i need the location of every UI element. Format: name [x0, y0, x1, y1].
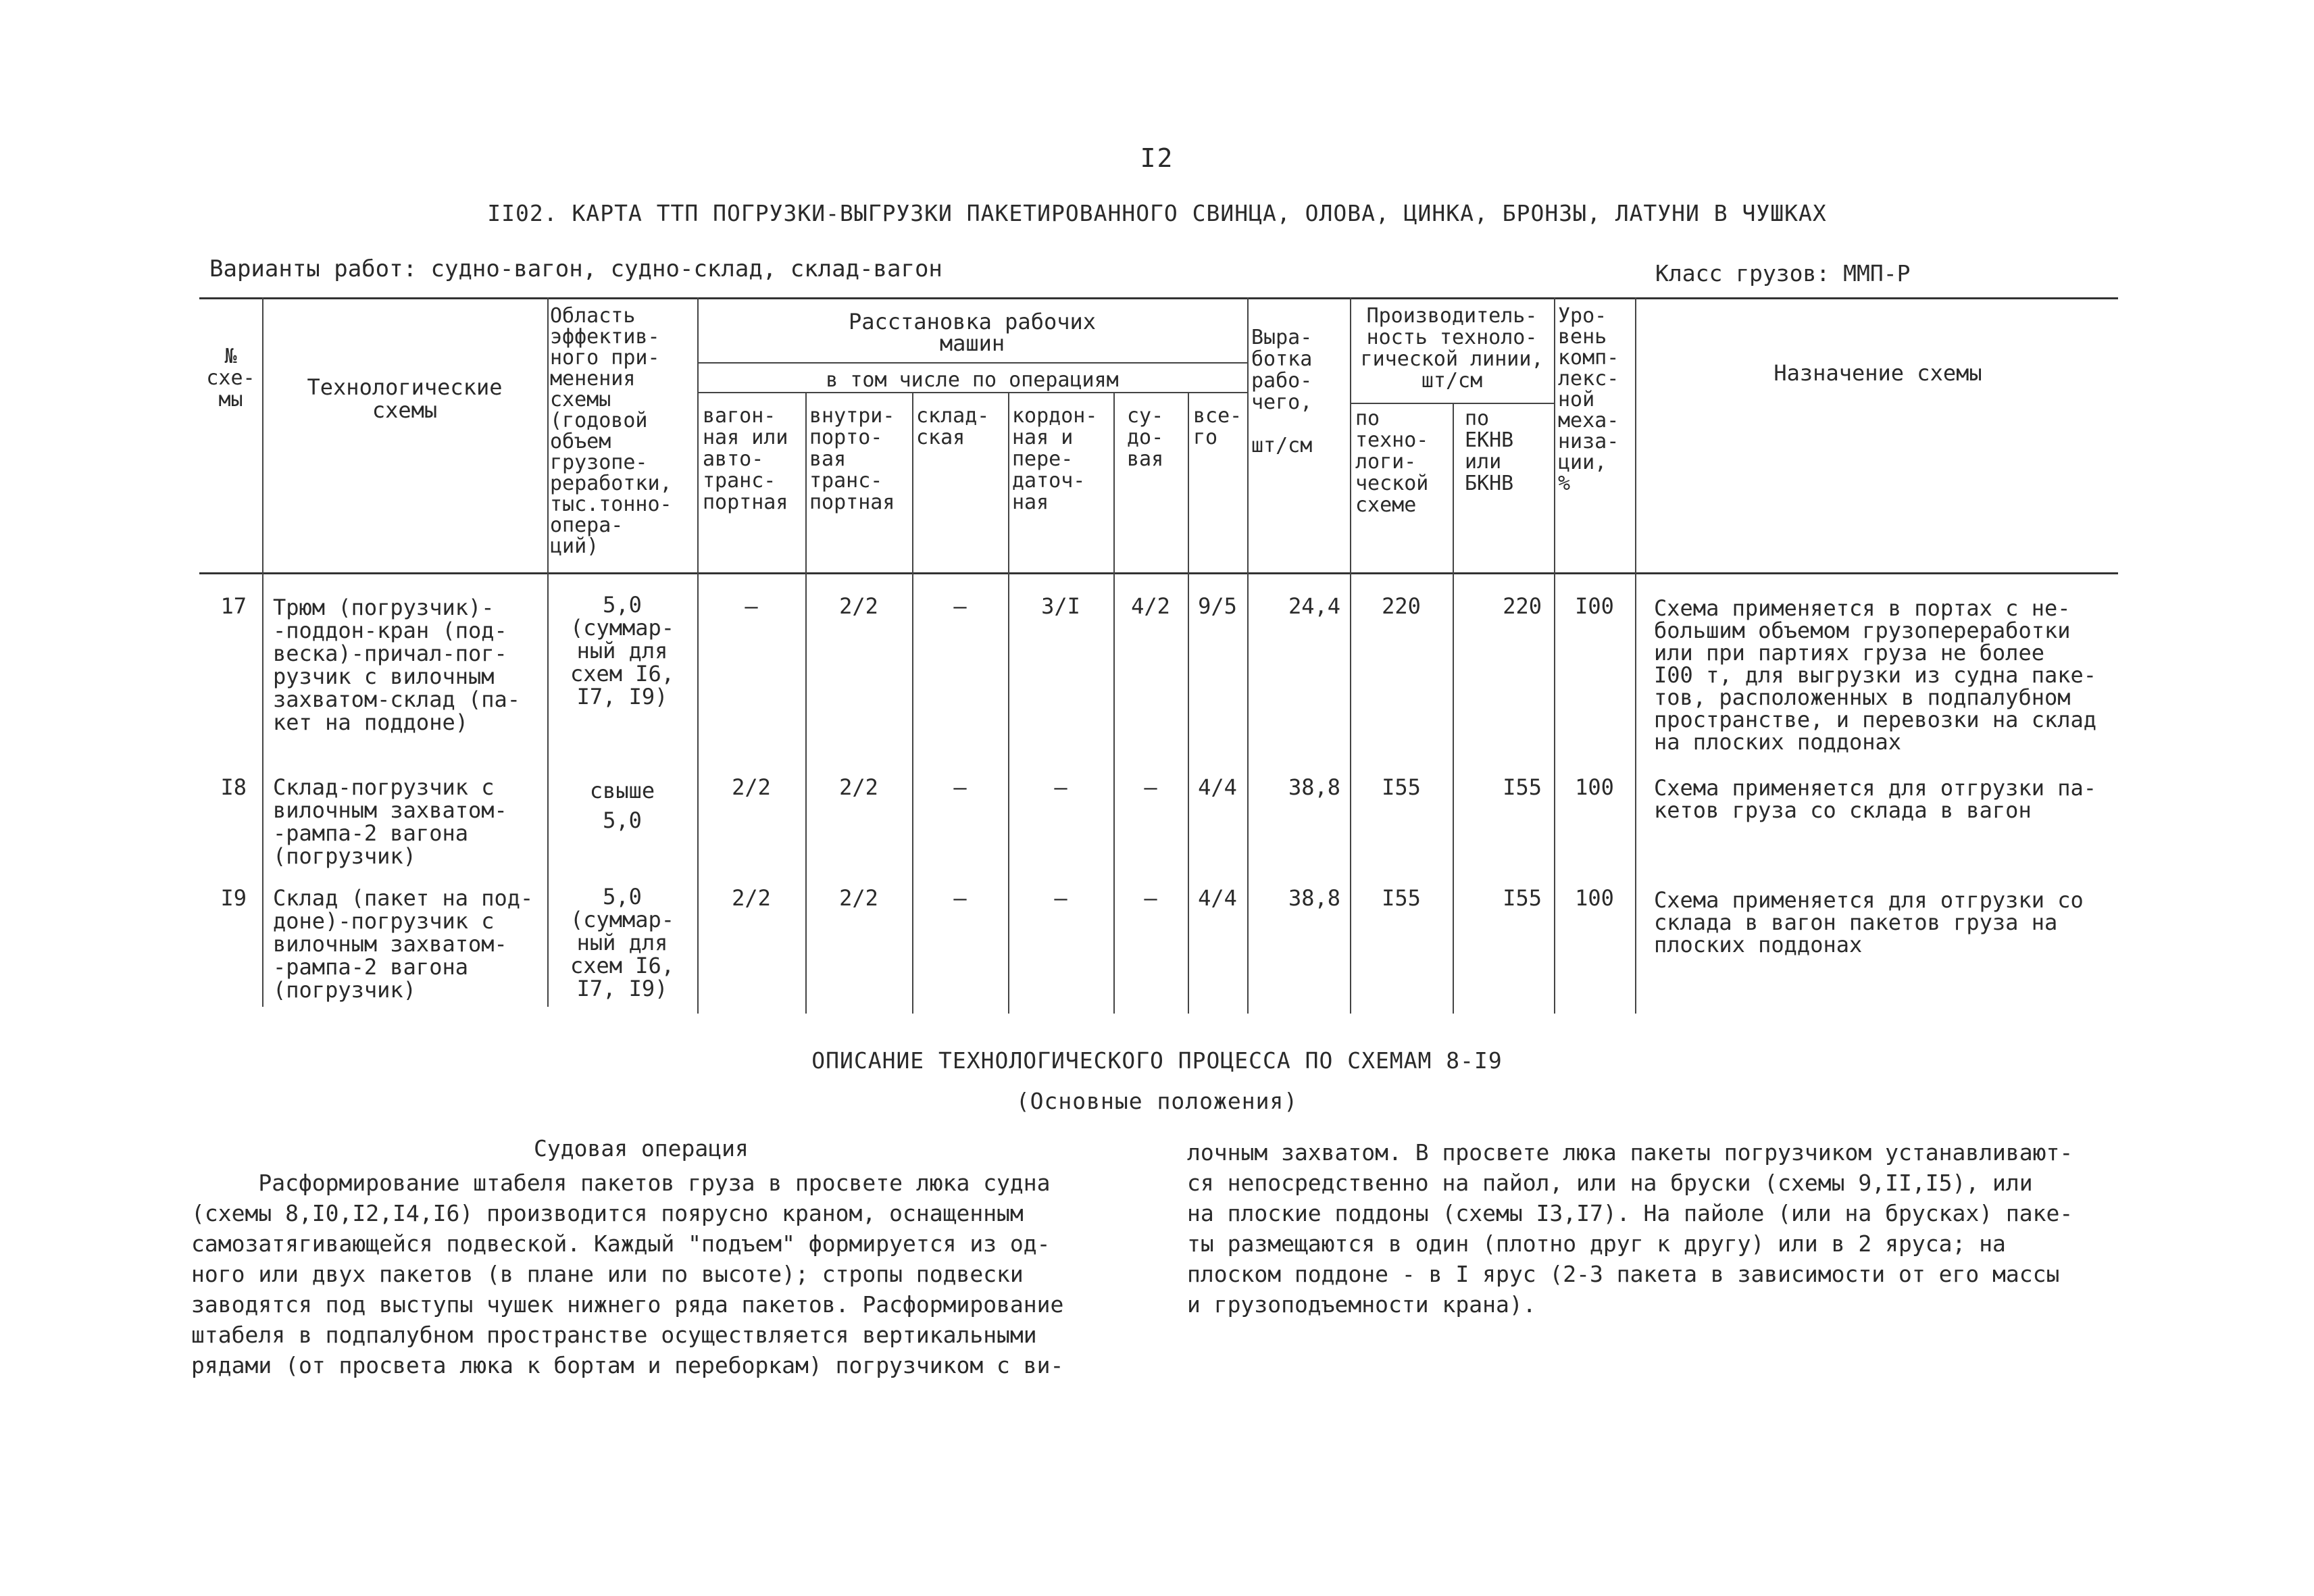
row-18-ship: – [1144, 774, 1157, 800]
header-scheme-number: № схе- мы [206, 345, 255, 412]
header-productivity: Производитель- ность техноло- гической линии, шт/см [1360, 304, 1544, 393]
row-19-output: 38,8 [1288, 885, 1340, 911]
row-18-by-ekhv: I55 [1503, 774, 1542, 800]
col-divider [262, 297, 263, 1007]
row-18-number: I8 [220, 774, 247, 800]
row-17-purpose: Схема применяется в портах с не- большим объемом грузопереработки или при партиях груза не более I00 т, для выгрузки из судна паке- тов, расположенных в подпалубном пространстве, и перевозки на склад на плоских поддонах [1654, 595, 2097, 755]
header-machine-placement: Расстановка рабочих машин [848, 309, 1097, 356]
header-mechanization-level: Уро- вень комп- лекс- ной меха- низа- ции, % [1558, 304, 1619, 495]
row-18-mechanization: 100 [1575, 774, 1614, 800]
row-17-output: 24,4 [1288, 593, 1340, 619]
row-18-application-area: свыше 5,0 [589, 778, 655, 833]
row-19-purpose: Схема применяется для отгрузки со склада в вагон пакетов груза на плоских поддонах [1654, 887, 2084, 957]
row-19-cordon: – [1054, 885, 1067, 911]
header-scheme-purpose: Назначение схемы [1774, 360, 1982, 386]
row-17-mechanization: I00 [1575, 593, 1614, 619]
work-variants: Варианты работ: судно-вагон, судно-склад, склад-вагон [209, 255, 942, 282]
header-ship-op: су- до- вая [1127, 404, 1164, 471]
row-18-internal: 2/2 [839, 774, 878, 800]
header-by-scheme: по техно- логи- ческой схеме [1355, 407, 1429, 517]
header-by-ekhv: по ЕКНВ или БКНВ [1465, 407, 1514, 495]
row-19-mechanization: 100 [1575, 885, 1614, 911]
row-17-by-scheme: 220 [1382, 593, 1421, 619]
col-divider [912, 392, 913, 1014]
header-application-area: Область эффектив- ного при- менения схемы (годовой объем грузопе- реработки, тыс.тонно- опера- ций) [550, 304, 672, 558]
row-18-tech-scheme: Склад-погрузчик с вилочным захватом- -рампа-2 вагона (погрузчик) [273, 774, 507, 869]
description-left-column: Расформирование штабеля пакетов груза в просвете люка судна (схемы 8,I0,I2,I4,I6) производится поярусно краном, оснащенным самозатягивающейся подвеской. Каждый "подъем" формируется из од- ного или двух пакетов (в плане или по высоте); стропы подвески заводятся под выступы чушек нижнего ряда пакетов. Расформирование штабеля в подпалубном пространстве осуществляется вертикальными рядами (от просвета люка к бортам и переборкам) погрузчиком с ви- [191, 1170, 1064, 1378]
page-number: I2 [1140, 143, 1174, 173]
col-divider [805, 392, 807, 1014]
row-19-tech-scheme: Склад (пакет на под- доне)-погрузчик с вилочным захватом- -рампа-2 вагона (погрузчик) [273, 885, 534, 1003]
header-bottom-rule [199, 572, 2118, 574]
row-17-by-ekhv: 220 [1503, 593, 1542, 619]
header-internal-op: внутри- порто- вая транс- портная [809, 404, 895, 514]
row-19-ship: – [1144, 885, 1157, 911]
col-divider [1635, 297, 1636, 1014]
header-wagon-op: вагон- ная или авто- транс- портная [703, 404, 788, 514]
description-heading: ОПИСАНИЕ ТЕХНОЛОГИЧЕСКОГО ПРОЦЕССА ПО СХЕМАМ 8-I9 [811, 1047, 1503, 1074]
row-19-number: I9 [220, 885, 247, 911]
row-17-total: 9/5 [1198, 593, 1237, 619]
row-19-warehouse: – [953, 885, 967, 911]
col-divider [1188, 392, 1189, 1014]
description-right-column: лочным захватом. В просвете люка пакеты погрузчиком устанавливают- ся непосредственно на пайол, или на бруски (схемы 9,II,I5), или на плоские поддоны (схемы I3,I7). На пайоле (или на брусках) паке- ты размещаются в один (плотно друг к другу) или в 2 яруса; на плоском поддоне - в I ярус (2-3 пакета в зависимости от его массы и грузоподъемности крана). [1187, 1139, 2073, 1318]
page-title: II02. КАРТА ТТП ПОГРУЗКИ-ВЫГРУЗКИ ПАКЕТИРОВАННОГО СВИНЦА, ОЛОВА, ЦИНКА, БРОНЗЫ, ЛАТУНИ В ЧУШКАХ [487, 200, 1827, 226]
row-19-internal: 2/2 [839, 885, 878, 911]
row-17-internal: 2/2 [839, 593, 878, 619]
row-19-wagon: 2/2 [732, 885, 771, 911]
cargo-class: Класс грузов: ММП-Р [1655, 260, 1911, 286]
row-18-purpose: Схема применяется для отгрузки па- кетов груза со склада в вагон [1654, 775, 2097, 823]
col-divider [1453, 403, 1454, 1014]
placement-rule [697, 362, 1247, 364]
header-cordon-op: кордон- ная и пере- даточ- ная [1012, 404, 1098, 514]
row-18-output: 38,8 [1288, 774, 1340, 800]
row-19-by-ekhv: I55 [1503, 885, 1542, 911]
header-tech-schemes: Технологические схемы [307, 374, 503, 423]
operations-rule [697, 392, 1247, 393]
description-subheading: (Основные положения) [1015, 1088, 1299, 1114]
row-18-total: 4/4 [1198, 774, 1237, 800]
header-warehouse-op: склад- ская [916, 404, 990, 449]
row-17-application-area: 5,0 (суммар- ный для схем I6, I7, I9) [570, 592, 675, 709]
header-worker-output: Выра- ботка рабо- чего, шт/см [1251, 326, 1313, 457]
row-19-by-scheme: I55 [1382, 885, 1421, 911]
row-18-by-scheme: I55 [1382, 774, 1421, 800]
row-17-warehouse: – [953, 593, 967, 619]
row-17-cordon: 3/I [1041, 593, 1080, 619]
row-18-cordon: – [1054, 774, 1067, 800]
col-divider [1008, 392, 1009, 1014]
row-17-number: 17 [220, 593, 247, 619]
section-ship-operation: Судовая операция [534, 1135, 749, 1162]
row-18-wagon: 2/2 [732, 774, 771, 800]
row-17-ship: 4/2 [1131, 593, 1170, 619]
row-19-application-area: 5,0 (суммар- ный для схем I6, I7, I9) [570, 884, 675, 1001]
productivity-rule [1350, 403, 1554, 404]
row-17-tech-scheme: Трюм (погрузчик)- -поддон-кран (под- веска)-причал-пог- рузчик с вилочным захватом-склад (па- кет на поддоне) [273, 595, 521, 735]
col-divider [1113, 392, 1115, 1014]
row-19-total: 4/4 [1198, 885, 1237, 911]
header-total: все- го [1193, 404, 1242, 449]
header-by-operations: в том числе по операциям [826, 368, 1119, 392]
table-top-rule [199, 297, 2118, 299]
row-17-wagon: – [745, 593, 758, 619]
row-18-warehouse: – [953, 774, 967, 800]
